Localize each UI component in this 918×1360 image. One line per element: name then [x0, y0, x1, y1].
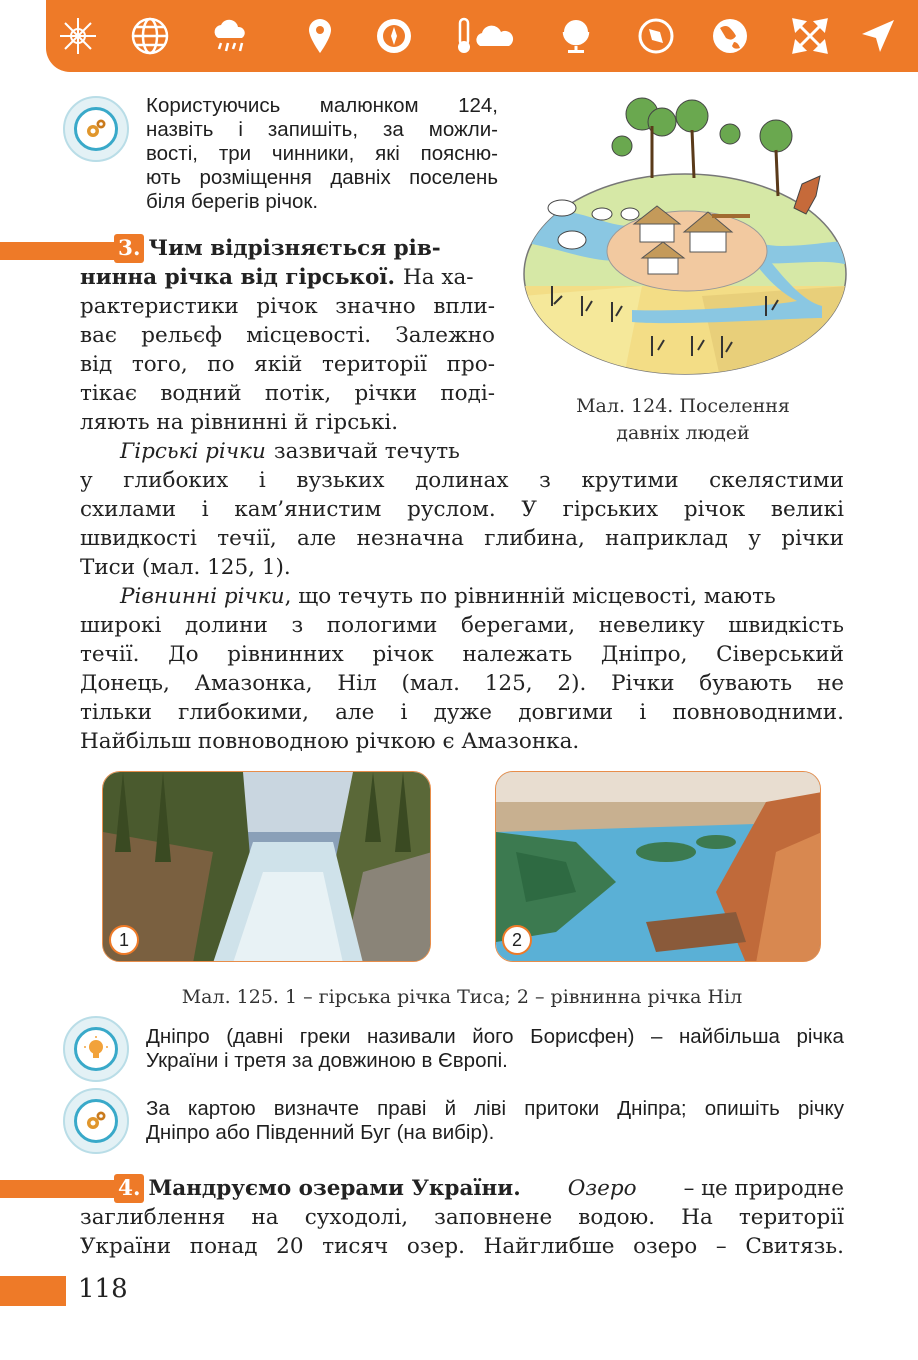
rain-cloud-icon [210, 16, 250, 56]
task-badge-gears [63, 1088, 129, 1154]
thermometer-cloud-icon [454, 16, 524, 56]
fact-line: України і третя за довжиною в Європі. [146, 1049, 508, 1072]
task1-text [146, 94, 498, 214]
figure124-caption [540, 393, 826, 447]
task1-line: назвіть і запишіть, за можли- [146, 118, 498, 141]
section3-wide-line: Тиси (мал. 125, 1). [80, 555, 291, 580]
section3-wide-text [80, 466, 844, 756]
section3-narrow-column [80, 234, 495, 466]
figure125-caption: Мал. 125. 1 – гірська річка Тиса; 2 – рівнинна річка Ніл [181, 986, 743, 1008]
section3-wide-line: широкі долини з пологими берегами, невелику швидкість [80, 613, 844, 638]
photo-plain-river [495, 771, 821, 962]
section4-line: України понад 20 тисяч озер. Найглибше озеро – Свитязь. [80, 1234, 844, 1259]
gears-icon [83, 116, 109, 142]
task2-line: За картою визначте праві й ліві притоки Дніпра; опишіть річку [146, 1097, 844, 1120]
section3-line: На ха- [402, 265, 474, 290]
section3-line: тікає водний потік, річки поді- [80, 381, 495, 406]
navigation-compass-icon [636, 16, 676, 56]
task1-line: вості, три чинники, які поясню- [146, 142, 498, 165]
compass-icon [374, 16, 414, 56]
section3-line: ває рельєф місцевості. Залежно [80, 323, 495, 348]
section4-heading: Мандруємо озерами України. [148, 1176, 521, 1201]
section3-line: рактеристики річок значно впли- [80, 294, 495, 319]
task1-line: Користуючись малюнком 124, [146, 94, 498, 117]
section3-wide-line: Донець, Амазонка, Ніл (мал. 125, 2). Річки бувають не [80, 671, 844, 696]
task1-line: ють розміщення давніх поселень [146, 166, 498, 189]
desk-globe-icon [556, 16, 596, 56]
fact-badge-lightbulb [63, 1016, 129, 1082]
globe-grid-icon [130, 16, 170, 56]
lightbulb-icon [83, 1036, 109, 1062]
settlement-illustration [522, 96, 848, 378]
top-banner [46, 0, 918, 72]
cursor-arrow-icon [858, 16, 898, 56]
section3-line: зазвичай течуть [273, 439, 460, 464]
section4-number: 4. [114, 1174, 144, 1203]
task2-line: Дніпро або Південний Буг (на вибір). [146, 1121, 495, 1144]
section3-wide-line: Найбільш повноводною річкою є Амазонка. [80, 729, 580, 754]
section3-wide-line: , що течуть по рівнинній місцевості, мають [284, 584, 776, 609]
section3-line: ляють на рівнинні й гірські. [80, 410, 399, 435]
task-badge-gears [63, 96, 129, 162]
fact-line: Дніпро (давні греки називали його Борисфен) – найбільша річка [146, 1025, 844, 1048]
term-lake: Озеро [567, 1176, 637, 1201]
page-number: 118 [78, 1274, 128, 1304]
section4-line: – це природне [683, 1176, 844, 1201]
world-icon [710, 16, 750, 56]
section4-line: заглиблення на суходолі, заповнене водою. На території [80, 1205, 844, 1230]
section3-line: від того, по якій території про- [80, 352, 495, 377]
section3-wide-line: схилами і кам’янистим руслом. У гірських річок великі [80, 497, 844, 522]
section3-wide-line: течії. До рівнинних річок належать Дніпро, Сіверський [80, 642, 844, 667]
photo-mountain-river [102, 771, 431, 962]
section3-wide-line: у глибоких і вузьких долинах з крутими скелястими [80, 468, 844, 493]
task2-text [146, 1097, 844, 1145]
term-mountain-rivers: Гірські річки [120, 439, 266, 464]
gears-icon [83, 1108, 109, 1134]
section3-heading-line: Чим відрізняється рів- [148, 236, 441, 261]
section4-text [80, 1174, 844, 1261]
footer-orange-bar [0, 1276, 66, 1306]
wind-rose-icon [58, 16, 98, 56]
section3-wide-line: тільки глибокими, але і дуже довгими і повноводними. [80, 700, 844, 725]
section3-heading-line: нинна річка від гірської. [80, 265, 395, 290]
arrows-icon [790, 16, 830, 56]
caption-line: давніх людей [616, 422, 750, 444]
term-plain-rivers: Рівнинні річки [120, 584, 285, 609]
caption-line: Мал. 124. Поселення [576, 395, 790, 417]
task1-line: біля берегів річок. [146, 190, 319, 213]
location-pin-icon [300, 16, 340, 56]
photo1-number: 1 [109, 925, 139, 955]
section3-number: 3. [114, 234, 144, 263]
section3-wide-line: швидкості течії, але незначна глибина, наприклад у річки [80, 526, 844, 551]
fact-text [146, 1025, 844, 1073]
photo2-number: 2 [502, 925, 532, 955]
